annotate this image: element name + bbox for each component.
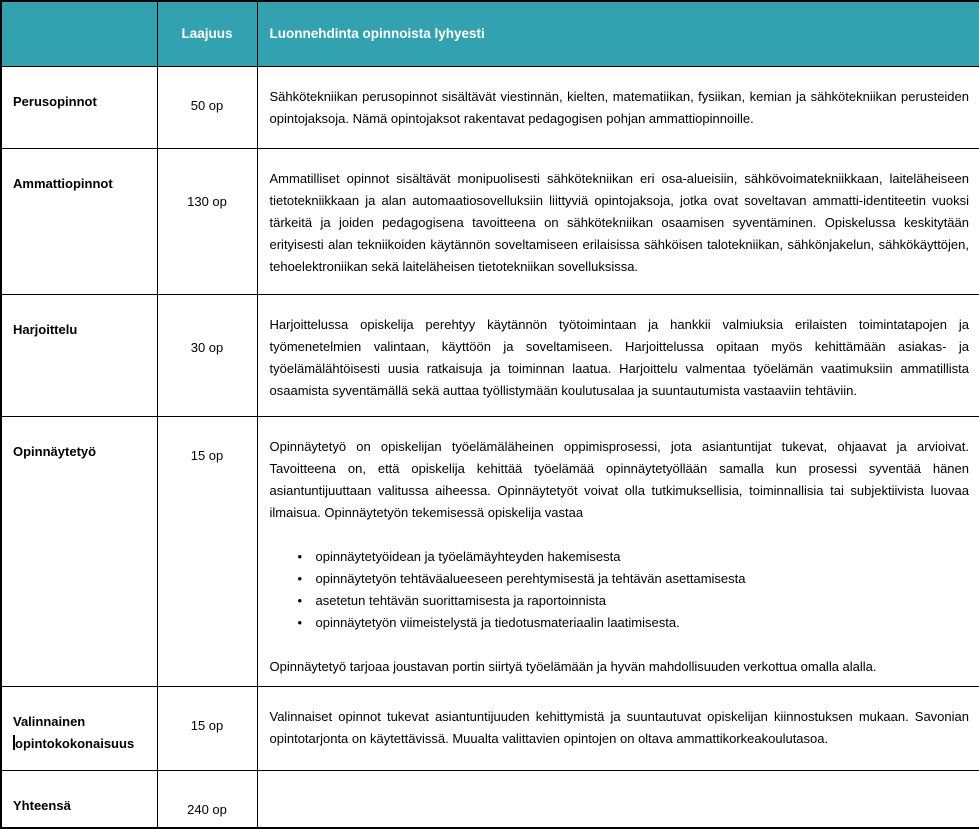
row-label: Opinnäytetyö xyxy=(1,416,157,686)
table-row-perusopinnot xyxy=(1,66,979,148)
table-row-opinnaytetyo xyxy=(1,416,979,686)
list-item-text: asetetun tehtävän suorittamisesta ja raportoinnista xyxy=(315,592,607,608)
table-row-harjoittelu xyxy=(1,294,979,416)
row-extent: 15 op xyxy=(157,686,257,770)
table-header-row xyxy=(1,1,979,66)
header-description-cell: Luonnehdinta opinnoista lyhyesti xyxy=(257,1,979,66)
row-description xyxy=(257,416,979,686)
description-paragraph: Ammatilliset opinnot sisältävät monipuolisesti sähkötekniikan eri osa-alueisiin, sähkövoimatekniikkaan, laiteläheiseen tietotekniikkaan ja alan automaatiosovelluksiin liittyviä opintojaksoja, jotka ovat soveltavan ammatti-identiteetin vuoksi tärkeitä ja joiden pedagogisena tavoitteena on sähkötekniikan osaamisen syventäminen. Opiskelussa keskitytään erityisesti alan tekniikoiden käytännön soveltamiseen erilaisissa sähköisen talotekniikan, sähkönjakelun, sähkökäyttöjen, tehoelektroniikan sekä laiteläheisen tietotekniikan sovelluksissa. xyxy=(269,170,969,274)
description-paragraph: Opinnäytetyö tarjoaa joustavan portin siirtyä työelämään ja hyvän mahdollisuuden verkottua omalla alalla. xyxy=(269,658,877,674)
list-item xyxy=(298,612,970,634)
row-label-line: Valinnainen xyxy=(13,713,86,729)
row-description xyxy=(257,686,979,770)
list-item-text: opinnäytetyöidean ja työelämäyhteyden hakemisesta xyxy=(315,548,621,564)
row-extent: 30 op xyxy=(157,294,257,416)
description-paragraph: Valinnaiset opinnot tukevat asiantuntijuuden kehittymistä ja suuntautuvat opiskelijan kiinnostuksen mukaan. Savonian opintotarjonta on käytettävissä. Muualta valittavien opintojen on oltava ammattikorkeakoulutasoa. xyxy=(269,708,969,746)
list-item xyxy=(298,568,970,590)
row-extent: 240 op xyxy=(157,770,257,828)
row-label: Ammattiopinnot xyxy=(1,148,157,294)
list-item xyxy=(298,590,970,612)
row-description xyxy=(257,148,979,294)
bullet-icon: • xyxy=(297,548,303,564)
table-row-yhteensa xyxy=(1,770,979,828)
table-row-valinnainen xyxy=(1,686,979,770)
list-item-text: opinnäytetyön tehtäväalueeseen perehtymisestä ja tehtävän asettamisesta xyxy=(315,570,746,586)
list-item xyxy=(298,546,970,568)
description-paragraph: Harjoittelussa opiskelija perehtyy käytännön työtoimintaan ja hankkii valmiuksia erilaisten toimintatapojen ja työmenetelmien valintaan, käyttöön ja soveltamiseen. Harjoittelussa opitaan myös kehittämään asiakas- ja työelämälähtöisesti uusia ratkaisuja ja toiminnan laatua. Harjoittelu valmentaa työelämän vaatimuksiin ammatillista osaamista syventämällä sekä auttaa työllistymään koulutusalaa ja suuntautumista vastaaviin tehtäviin. xyxy=(269,316,969,398)
list-item-text: opinnäytetyön viimeistelystä ja tiedotusmateriaalin laatimisesta. xyxy=(315,614,680,630)
row-extent: 130 op xyxy=(157,148,257,294)
row-extent: 50 op xyxy=(157,66,257,148)
row-description xyxy=(257,770,979,828)
row-label: Harjoittelu xyxy=(1,294,157,416)
thesis-task-list xyxy=(270,546,970,634)
row-description xyxy=(257,294,979,416)
row-label: Perusopinnot xyxy=(1,66,157,148)
description-paragraph: Opinnäytetyö on opiskelijan työelämäläheinen oppimisprosessi, jota asiantuntijat tukevat, ohjaavat ja arvioivat. Tavoitteena on, että opiskelija kehittää työelämää opinnäytetyöllään samalla kun prosessi syventää hänen asiantuntijuuttaan valitussa aiheessa. Opinnäytetyöt voivat olla tutkimuksellisia, toiminnallisia tai subjektiivista luovaa ilmaisua. Opinnäytetyön tekemisessä opiskelija vastaa xyxy=(269,438,969,520)
row-label: Yhteensä xyxy=(1,770,157,828)
row-label xyxy=(1,686,157,770)
header-extent-cell: Laajuus xyxy=(157,1,257,66)
table-row-ammattiopinnot xyxy=(1,148,979,294)
bullet-icon: • xyxy=(297,570,303,586)
header-topic-cell xyxy=(1,1,157,66)
bullet-icon: • xyxy=(297,614,303,630)
row-label-line: opintokokonaisuus xyxy=(15,735,135,751)
bullet-icon: • xyxy=(297,592,303,608)
row-description xyxy=(257,66,979,148)
description-paragraph: Sähkötekniikan perusopinnot sisältävät viestinnän, kielten, matematiikan, fysiikan, kemian ja sähkötekniikan perusteiden opintojaksoja. Nämä opintojaksot rakentavat pedagogisen pohjan ammattiopinnoille. xyxy=(269,88,969,126)
row-extent: 15 op xyxy=(157,416,257,686)
